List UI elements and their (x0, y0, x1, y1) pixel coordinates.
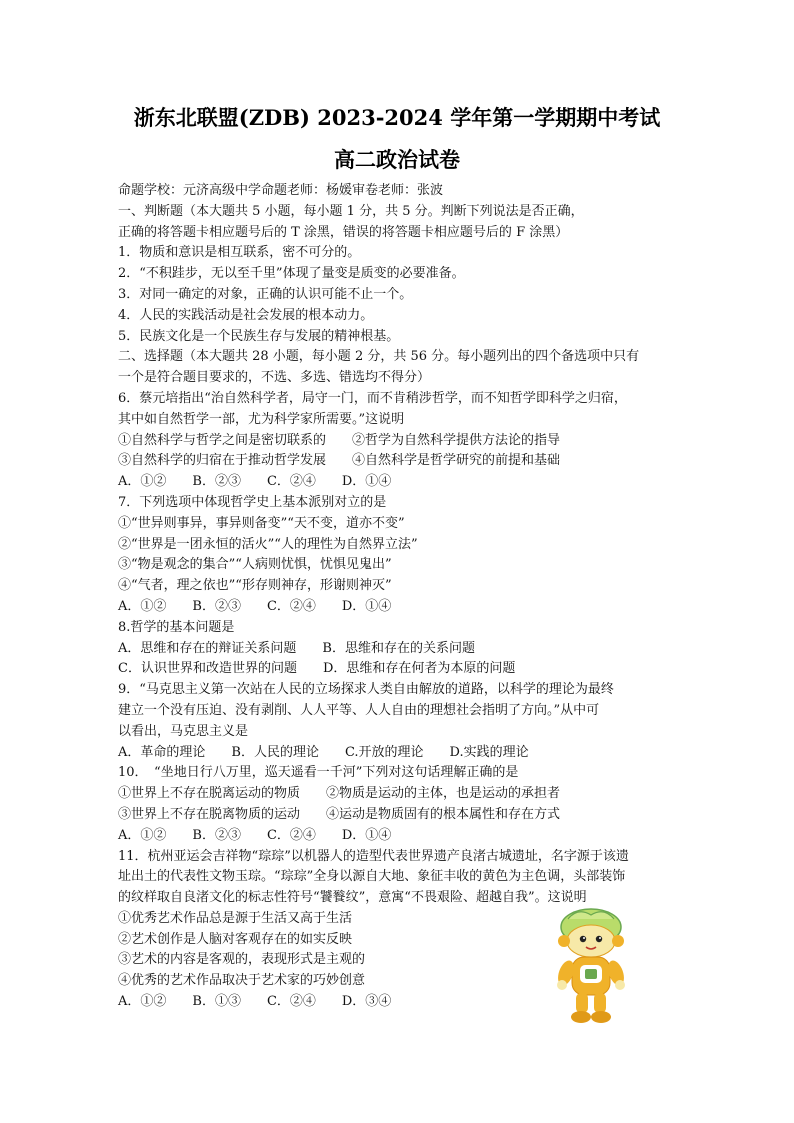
text-line: ①“世异则事异，事异则备变”“天不变，道亦不变” (118, 515, 405, 531)
text-line: 一个是符合题目要求的，不选、多选、错选均不得分） (118, 370, 431, 386)
text-line: 10． “坐地日行八万里，巡天遥看一千河”下列对这句话理解正确的是 (118, 765, 519, 781)
text-line: C．认识世界和改造世界的问题 D．思维和存在何者为本原的问题 (118, 661, 516, 677)
text-line: ④优秀的艺术作品取决于艺术家的巧妙创意 (118, 973, 366, 989)
text-line: 其中如自然哲学一部，尤为科学家所需要。”这说明 (118, 411, 405, 427)
text-line: ④“气者，理之依也”“形存则神存，形谢则神灭” (118, 578, 392, 594)
text-line: 一、判断题（本大题共 5 小题，每小题 1 分，共 5 分。判断下列说法是否正确， (118, 203, 584, 219)
text-line: A．革命的理论 B．人民的理论 C.开放的理论 D.实践的理论 (118, 744, 529, 760)
text-line: 2．“不积跬步，无以至千里”体现了量变是质变的必要准备。 (118, 266, 465, 282)
text-line: 9．“马克思主义第一次站在人民的立场探求人类自由解放的道路，以科学的理论为最终 (118, 682, 614, 698)
text-line: ①自然科学与哲学之间是密切联系的 ②哲学为自然科学提供方法论的指导 (118, 432, 561, 448)
text-line: 的纹样取自良渚文化的标志性符号“饕餮纹”，意寓“不畏艰险、超越自我”。这说明 (118, 890, 587, 906)
text-line: 址出土的代表性文物玉琮。“琮琮”全身以源自大地、象征丰收的黄色为主色调，头部装饰 (118, 869, 626, 885)
text-line: A．①② B．①③ C．②④ D．③④ (118, 994, 392, 1010)
text-line: ③自然科学的归宿在于推动哲学发展 ④自然科学是哲学研究的前提和基础 (118, 453, 561, 469)
text-line: ③世界上不存在脱离物质的运动 ④运动是物质固有的根本属性和存在方式 (118, 806, 561, 822)
text-line: 以看出，马克思主义是 (118, 723, 249, 739)
text-line: 4．人民的实践活动是社会发展的根本动力。 (118, 307, 374, 323)
text-line: 8.哲学的基本问题是 (118, 619, 235, 635)
exam-body (118, 181, 678, 1013)
text-line: A．①② B．②③ C．②④ D．①④ (118, 598, 392, 614)
text-line: 建立一个没有压迫、没有剥削、人人平等、人人自由的理想社会指明了方向。”从中可 (118, 702, 600, 718)
exam-subtitle: 高二政治试卷 (334, 147, 460, 172)
text-line: ①优秀艺术作品总是源于生活又高于生活 (118, 910, 353, 926)
text-line: 3．对同一确定的对象，正确的认识可能不止一个。 (118, 286, 413, 302)
text-line: ①世界上不存在脱离运动的物质 ②物质是运动的主体，也是运动的承担者 (118, 786, 561, 802)
text-line: 11．杭州亚运会吉祥物“琮琮”以机器人的造型代表世界遗产良渚古城遗址，名字源于该遗 (118, 848, 629, 864)
text-line: 二、选择题（本大题共 28 小题，每小题 2 分，共 56 分。每小题列出的四个备选项中只有 (118, 349, 640, 365)
text-line: ③“物是观念的集合”“人病则忧惧，忧惧见鬼出” (118, 557, 392, 573)
text-line: A．思维和存在的辩证关系问题 B．思维和存在的关系问题 (118, 640, 475, 656)
exam-title: 浙东北联盟(ZDB) 2023-2024 学年第一学期期中考试 (133, 105, 661, 130)
text-line: ②艺术创作是人脑对客观存在的如实反映 (118, 931, 353, 947)
text-line: A．①② B．②③ C．②④ D．①④ (118, 474, 392, 490)
mascot-illustration (548, 907, 634, 1025)
text-line: 命题学校：元济高级中学命题老师：杨媛审卷老师：张波 (118, 183, 444, 198)
text-line: ②“世界是一团永恒的活火”“人的理性为自然界立法” (118, 536, 418, 552)
text-line: ③艺术的内容是客观的，表现形式是主观的 (118, 952, 366, 968)
text-line: 1．物质和意识是相互联系，密不可分的。 (118, 245, 361, 261)
text-line: A．①② B．②③ C．②④ D．①④ (118, 827, 392, 843)
text-line: 正确的将答题卡相应题号后的 T 涂黑，错误的将答题卡相应题号后的 F 涂黑） (118, 224, 569, 240)
text-line: 5．民族文化是一个民族生存与发展的精神根基。 (118, 328, 400, 344)
text-line: 6．蔡元培指出“治自然科学者，局守一门，而不肯稍涉哲学，而不知哲学即科学之归宿， (118, 390, 627, 406)
text-line: 7．下列选项中体现哲学史上基本派别对立的是 (118, 494, 387, 510)
